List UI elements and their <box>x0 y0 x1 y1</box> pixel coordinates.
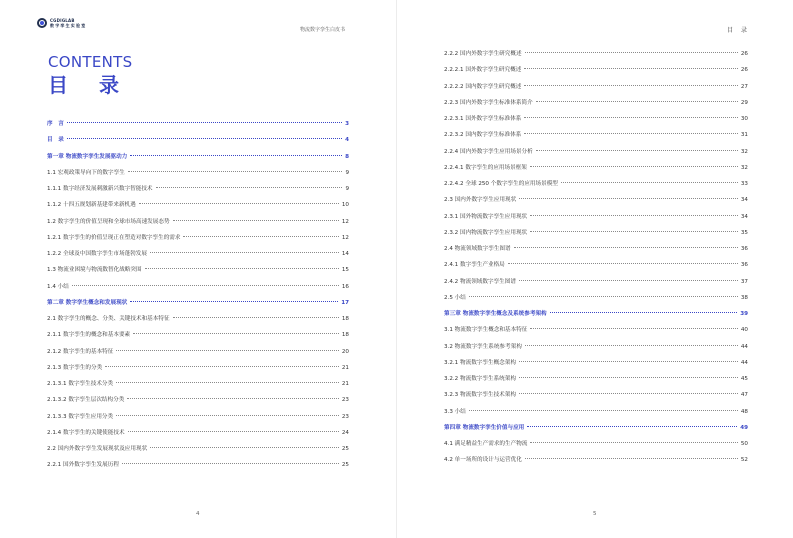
toc-entry-page: 17 <box>341 299 349 306</box>
toc-chapter-entry[interactable] <box>444 420 748 436</box>
dot-leader <box>67 122 342 123</box>
toc-entry-page: 27 <box>740 83 748 90</box>
dot-leader <box>127 398 339 399</box>
toc-entry[interactable] <box>444 257 748 273</box>
toc-entry[interactable] <box>444 371 748 387</box>
dot-leader <box>139 203 339 204</box>
dot-leader <box>530 166 738 167</box>
toc-entry-label: 2.2.3.1 国外数字孪生标准体系 <box>444 116 522 122</box>
toc-entry-label: 1.4 小结 <box>47 283 69 290</box>
page-number-left: 4 <box>196 511 200 517</box>
logo-en-text: CGDIGLAB <box>50 17 75 23</box>
toc-entry-page: 50 <box>740 441 748 447</box>
toc-entry[interactable] <box>444 290 748 306</box>
toc-entry-page: 12 <box>341 234 349 241</box>
dot-leader <box>530 231 738 232</box>
toc-entry-label: 2.1.3.1 数字孪生技术分类 <box>47 381 114 387</box>
dot-leader <box>519 198 738 199</box>
toc-entry-page: 52 <box>740 457 748 464</box>
brand-logo <box>37 18 86 28</box>
toc-entry[interactable] <box>47 311 349 327</box>
toc-entry[interactable] <box>47 344 349 360</box>
dot-leader <box>173 317 339 318</box>
dot-leader <box>519 361 738 362</box>
toc-entry-label: 1.3 物流业困境与物流数智化战略突围 <box>47 267 142 274</box>
toc-entry-label: 2.5 小结 <box>444 294 466 301</box>
toc-entry[interactable] <box>47 376 349 392</box>
toc-entry-page: 36 <box>740 246 748 252</box>
toc-entry-label: 2.2.2.1 国外数字孪生研究概述 <box>444 67 522 74</box>
toc-entry[interactable] <box>47 262 349 278</box>
toc-entry-page: 3 <box>345 121 349 127</box>
toc-list-left <box>47 116 349 474</box>
toc-entry-label: 2.4.1 数字孪生产业格局 <box>444 262 505 269</box>
dot-leader <box>133 333 339 334</box>
dot-leader <box>530 215 738 216</box>
dot-leader <box>116 415 339 416</box>
toc-entry[interactable] <box>47 409 349 425</box>
toc-entry-label: 2.2.4.2 全球 250 个数字孪生的应用场景模型 <box>444 181 558 187</box>
toc-entry-page: 10 <box>341 202 349 209</box>
toc-entry-page: 33 <box>740 181 748 187</box>
dot-leader <box>183 236 338 237</box>
toc-entry-page: 47 <box>740 392 748 399</box>
dot-leader <box>122 463 339 464</box>
toc-entry-label: 3.2.1 物流数字孪生概念架构 <box>444 359 516 366</box>
toc-entry[interactable] <box>444 241 748 257</box>
dot-leader <box>130 155 342 156</box>
toc-entry-page: 16 <box>341 283 349 290</box>
toc-entry-label: 2.4.2 物流领域数字孪生图谱 <box>444 278 516 285</box>
dot-leader <box>116 382 339 383</box>
toc-entry[interactable] <box>444 79 748 95</box>
toc-entry[interactable] <box>444 339 748 355</box>
toc-entry-label: 2.3.2 国内物流数字孪生应用现状 <box>444 229 528 236</box>
toc-entry-label: 2.2.1 国外数字孪生发展历程 <box>47 462 119 469</box>
toc-entry-page: 12 <box>341 218 349 225</box>
toc-entry-label: 2.2.3 国内外数字孪生标准体系简介 <box>444 99 533 106</box>
toc-entry[interactable] <box>47 181 349 197</box>
toc-entry-page: 23 <box>341 397 349 404</box>
dot-leader <box>536 150 738 151</box>
dot-leader <box>173 220 339 221</box>
toc-entry-page: 44 <box>740 359 748 366</box>
toc-entry[interactable] <box>47 197 349 213</box>
toc-entry-label: 2.1.4 数字孪生的关键使能技术 <box>47 429 125 436</box>
toc-entry-label: 2.4 物流领域数字孪生图谱 <box>444 246 511 252</box>
toc-entry-page: 35 <box>740 229 748 236</box>
toc-entry[interactable] <box>47 425 349 441</box>
toc-entry-page: 39 <box>740 311 748 317</box>
toc-chapter-entry[interactable] <box>47 295 349 311</box>
toc-entry-label: 2.1.1 数字孪生的概念和基本要素 <box>47 332 131 339</box>
dot-leader <box>525 345 738 346</box>
toc-entry[interactable] <box>444 46 748 62</box>
dot-leader <box>156 187 343 188</box>
toc-entry-page: 45 <box>740 376 748 382</box>
toc-entry-page: 34 <box>740 213 748 220</box>
toc-chapter-entry[interactable] <box>47 149 349 165</box>
toc-entry[interactable] <box>444 192 748 208</box>
dot-leader <box>550 312 738 313</box>
dot-leader <box>469 296 738 297</box>
toc-entry-label: 3.2 物流数字孪生系统参考架构 <box>444 343 522 350</box>
toc-entry-page: 37 <box>740 278 748 285</box>
toc-entry-label: 目 录 <box>47 137 64 144</box>
dot-leader <box>67 138 342 139</box>
toc-entry[interactable] <box>444 274 748 290</box>
dot-leader <box>519 377 738 378</box>
toc-entry-label: 第三章 物流数字孪生概念及系统参考架构 <box>444 311 547 317</box>
toc-entry-label: 1.2 数字孪生的价值呈现和全球市场高速发展态势 <box>47 218 170 225</box>
toc-entry-page: 18 <box>341 316 349 322</box>
dot-leader <box>536 101 738 102</box>
dot-leader <box>561 182 738 183</box>
toc-entry-label: 2.2.3.2 国内数字孪生标准体系 <box>444 132 522 139</box>
toc-entry-label: 2.2.2.2 国内数字孪生研究概述 <box>444 83 522 90</box>
dot-leader <box>519 393 738 394</box>
logo-icon <box>37 18 47 28</box>
toc-entry-page: 32 <box>740 148 748 155</box>
toc-entry-page: 18 <box>341 332 349 339</box>
toc-entry-label: 2.1.3.3 数字孪生应用分类 <box>47 413 114 420</box>
dot-leader <box>524 68 738 69</box>
toc-entry-label: 2.2 国内外数字孪生发展现状及应用现状 <box>47 446 148 452</box>
toc-chapter-entry[interactable] <box>444 306 748 322</box>
toc-chapter-entry[interactable] <box>47 116 349 132</box>
toc-entry-label: 3.1 物流数字孪生概念和基本特征 <box>444 327 528 334</box>
toc-entry[interactable] <box>47 246 349 262</box>
left-page <box>0 0 396 538</box>
toc-entry-label: 3.3 小结 <box>444 408 466 415</box>
dot-leader <box>72 285 339 286</box>
logo-cn-text: 数字孪生实验室 <box>50 22 87 28</box>
toc-entry-page: 40 <box>740 327 748 334</box>
toc-entry-label: 第四章 物流数字孪生价值与应用 <box>444 424 525 431</box>
toc-entry[interactable] <box>444 209 748 225</box>
contents-heading-en: CONTENTS <box>48 53 133 71</box>
toc-entry-label: 2.3 国内外数字孪生应用现状 <box>444 197 517 204</box>
toc-entry-page: 29 <box>740 99 748 106</box>
dot-leader <box>519 280 738 281</box>
toc-entry-label: 第一章 物流数字孪生发展驱动力 <box>47 153 128 160</box>
toc-entry-label: 序 言 <box>47 121 64 127</box>
toc-entry-page: 48 <box>740 408 748 415</box>
toc-entry-label: 2.1.3.2 数字孪生层次结构分类 <box>47 397 125 404</box>
right-page <box>397 0 793 538</box>
toc-entry-page: 30 <box>740 116 748 122</box>
toc-entry-label: 2.2.4 国内外数字孪生应用场景分析 <box>444 148 533 155</box>
toc-entry-page: 23 <box>341 413 349 420</box>
header-section-label: 目 录 <box>727 27 750 34</box>
toc-entry-label: 第二章 数字孪生概念和发展现状 <box>47 299 128 306</box>
toc-entry-page: 14 <box>341 251 349 257</box>
dot-leader <box>525 458 738 459</box>
toc-entry-label: 2.1.2 数字孪生的基本特征 <box>47 348 114 355</box>
dot-leader <box>527 426 737 427</box>
toc-entry-label: 4.1 满足精益生产需求的生产物流 <box>444 441 528 447</box>
toc-entry-label: 2.1.3 数字孪生的分类 <box>47 364 103 371</box>
toc-entry-label: 3.2.2 物流数字孪生系统架构 <box>444 376 516 382</box>
toc-entry-page: 8 <box>345 153 349 160</box>
toc-entry-label: 1.1.2 十四五规划新基建带来新机遇 <box>47 202 136 209</box>
toc-entry[interactable] <box>444 404 748 420</box>
toc-entry-label: 1.1 宏观政策导向下的数字孪生 <box>47 169 125 176</box>
toc-entry[interactable] <box>444 452 748 468</box>
toc-entry[interactable] <box>444 225 748 241</box>
toc-entry-page: 21 <box>341 381 349 387</box>
toc-entry-label: 2.2.2 国内外数字孪生研究概述 <box>444 51 522 57</box>
dot-leader <box>514 247 738 248</box>
toc-entry-label: 2.2.4.1 数字孪生的应用场景框架 <box>444 164 527 171</box>
toc-entry[interactable] <box>47 214 349 230</box>
toc-entry[interactable] <box>444 127 748 143</box>
toc-entry[interactable] <box>47 392 349 408</box>
toc-entry[interactable] <box>444 387 748 403</box>
dot-leader <box>128 171 343 172</box>
toc-entry[interactable] <box>444 111 748 127</box>
toc-entry[interactable] <box>47 165 349 181</box>
toc-entry-label: 1.1.1 数字经济发展刺激新兴数字智能技术 <box>47 186 153 192</box>
dot-leader <box>530 328 737 329</box>
toc-entry[interactable] <box>47 327 349 343</box>
toc-entry-page: 15 <box>341 267 349 274</box>
toc-entry[interactable] <box>47 457 349 473</box>
toc-entry-page: 25 <box>341 462 349 469</box>
toc-entry-page: 36 <box>740 262 748 269</box>
toc-entry[interactable] <box>444 322 748 338</box>
dot-leader <box>530 442 737 443</box>
toc-entry-page: 31 <box>740 132 748 139</box>
toc-chapter-entry[interactable] <box>47 132 349 148</box>
toc-entry[interactable] <box>47 441 349 457</box>
toc-entry[interactable] <box>444 144 748 160</box>
toc-entry[interactable] <box>444 160 748 176</box>
toc-entry-page: 24 <box>341 429 349 436</box>
toc-entry[interactable] <box>444 436 748 452</box>
toc-entry[interactable] <box>444 355 748 371</box>
toc-entry-page: 9 <box>345 169 349 176</box>
header-title: 物流数字孪生白皮书 <box>300 27 346 33</box>
toc-entry-page: 20 <box>341 348 349 355</box>
toc-entry[interactable] <box>47 360 349 376</box>
dot-leader <box>128 431 339 432</box>
toc-entry-label: 2.1 数字孪生的概念、分类、关键技术和基本特征 <box>47 316 170 322</box>
toc-entry[interactable] <box>444 62 748 78</box>
toc-entry-label: 2.3.1 国外物流数字孪生应用现状 <box>444 213 528 220</box>
dot-leader <box>524 85 738 86</box>
toc-entry-page: 32 <box>740 164 748 171</box>
toc-entry-label: 3.2.3 物流数字孪生技术架构 <box>444 392 516 399</box>
toc-entry-page: 34 <box>740 197 748 204</box>
toc-list-right <box>444 46 748 469</box>
toc-entry-page: 9 <box>345 186 349 192</box>
toc-entry-page: 25 <box>341 446 349 452</box>
toc-entry-page: 49 <box>740 424 748 431</box>
toc-entry-page: 26 <box>740 51 748 57</box>
toc-entry[interactable] <box>444 95 748 111</box>
contents-heading-cn: 目 录 <box>48 73 131 97</box>
dot-leader <box>150 252 339 253</box>
page-number-right: 5 <box>593 511 597 517</box>
toc-entry-label: 1.2.1 数字孪生的价值呈现正在塑造对数字孪生的需求 <box>47 234 181 241</box>
dot-leader <box>105 366 339 367</box>
toc-entry-page: 26 <box>740 67 748 74</box>
toc-entry-page: 38 <box>740 294 748 301</box>
toc-entry-page: 21 <box>341 364 349 371</box>
dot-leader <box>145 268 339 269</box>
toc-entry-page: 44 <box>740 343 748 350</box>
toc-entry-label: 4.2 单一场所的设计与运营优化 <box>444 457 522 464</box>
dot-leader <box>525 52 738 53</box>
dot-leader <box>524 133 738 134</box>
toc-entry[interactable] <box>47 230 349 246</box>
dot-leader <box>116 350 339 351</box>
toc-entry-page: 4 <box>345 137 349 144</box>
dot-leader <box>150 447 339 448</box>
dot-leader <box>508 263 738 264</box>
toc-entry[interactable] <box>47 279 349 295</box>
toc-entry[interactable] <box>444 176 748 192</box>
dot-leader <box>130 301 338 302</box>
dot-leader <box>524 117 738 118</box>
dot-leader <box>469 410 738 411</box>
toc-entry-label: 1.2.2 全球及中国数字孪生市场蓬勃发展 <box>47 251 147 257</box>
